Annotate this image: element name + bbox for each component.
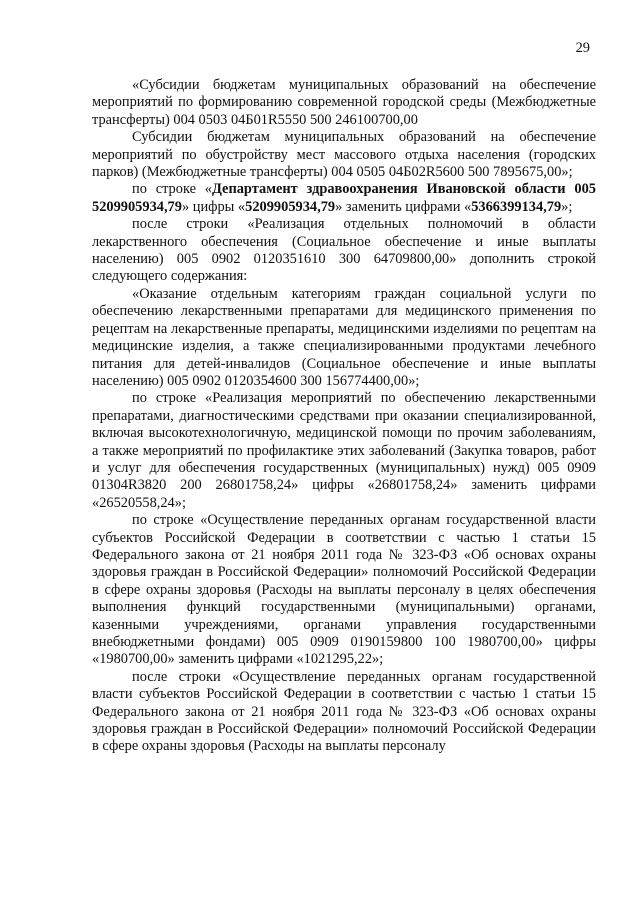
paragraph-7: по строке «Осуществление переданных органам государственной власти субъектов Российской Федерации в соответствии с частью 1 статьи 15 Федерального закона от 21 ноября 2011 года № 323-ФЗ «Об основах охраны здоровья граждан в Российской Федерации» полномочий Российской Федерации в сфере охраны здоровья (Расходы на выплаты персоналу в целях обеспечения выполнения функций государственными (муниципальными) органами, казенными учреждениями, органами управления государственными внебюджетными фондами) 005 0909 0190159800 100 1980700,00» цифры «1980700,00» заменить цифрами «1021295,22»; bbox=[92, 512, 596, 668]
paragraph-5: «Оказание отдельным категориям граждан социальной услуги по обеспечению лекарственными препаратами для медицинского применения по рецептам на лекарственные препараты, медицинскими изделиями по рецептам на медицинские изделия, а также специализированными продуктами лечебного питания для детей-инвалидов (Социальное обеспечение и иные выплаты населению) 005 0902 0120354600 300 156774400,00»; bbox=[92, 285, 596, 389]
paragraph-3-bold-department: Департамент здравоохранения Ивановской области 005 5209905934,79 bbox=[92, 181, 596, 215]
paragraph-1: «Субсидии бюджетам муниципальных образований на обеспечение мероприятий по формированию современной городской среды (Межбюджетные трансферты) 004 0503 04Б01R5550 500 246100700,00 bbox=[92, 77, 596, 128]
paragraph-6: по строке «Реализация мероприятий по обеспечению лекарственными препаратами, диагностическими средствами при оказании специализированной, включая высокотехнологичную, медицинской помощи по прочим заболеваниям, а также мероприятий по профилактике этих заболеваний (Закупка товаров, работ и услуг для обеспечения государственных (муниципальных) нужд) 005 0909 01304R3820 200 26801758,24» цифры «26801758,24» заменить цифрами «26520558,24»; bbox=[92, 390, 596, 511]
paragraph-4: после строки «Реализация отдельных полномочий в области лекарственного обеспечения (Социальное обеспечение и иные выплаты населению) 005 0902 0120351610 300 64709800,00» дополнить строкой следующего содержания: bbox=[92, 216, 596, 285]
page-number: 29 bbox=[575, 40, 590, 56]
paragraph-3-bold-old-value: 5209905934,79 bbox=[245, 198, 336, 215]
paragraph-3 bbox=[92, 181, 596, 216]
paragraph-8: после строки «Осуществление переданных органам государственной власти субъектов Российской Федерации в соответствии с частью 1 статьи 15 Федерального закона от 21 ноября 2011 года № 323-ФЗ «Об основах охраны здоровья граждан в Российской Федерации» полномочий Российской Федерации в сфере охраны здоровья (Расходы на выплаты персоналу bbox=[92, 668, 596, 755]
paragraph-3-text-1: по строке « bbox=[132, 181, 212, 198]
document-body bbox=[92, 77, 596, 756]
paragraph-3-bold-new-value: 5366399134,79 bbox=[471, 198, 562, 215]
paragraph-3-text-4: »; bbox=[561, 198, 573, 215]
paragraph-2: Субсидии бюджетам муниципальных образований на обеспечение мероприятий по обустройству мест массового отдыха населения (городских парков) (Межбюджетные трансферты) 004 0505 04Б02R5600 500 7895675,00»; bbox=[92, 129, 596, 181]
paragraph-3-text-2: » цифры « bbox=[181, 198, 246, 215]
paragraph-3-text-3: » заменить цифрами « bbox=[335, 198, 472, 215]
